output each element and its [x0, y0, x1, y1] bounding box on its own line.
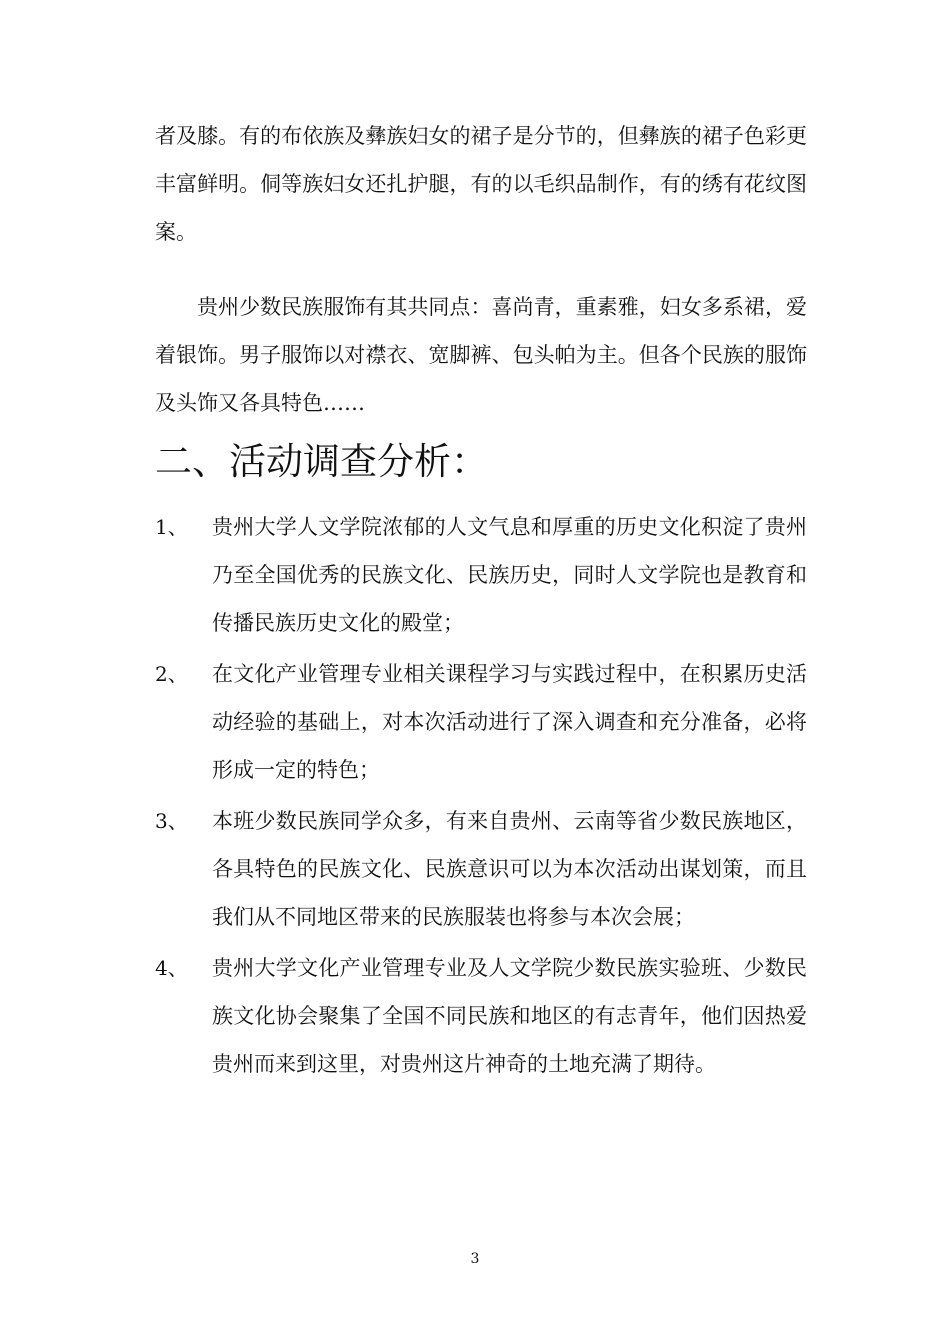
list-number: 3、 — [155, 809, 188, 833]
list-number: 4、 — [155, 956, 188, 980]
list-item — [155, 650, 807, 794]
page-number: 3 — [470, 1251, 480, 1267]
paragraph-common-features: 贵州少数民族服饰有其共同点：喜尚青，重素雅，妇女多系裙，爱着银饰。男子服饰以对襟衣、宽脚裤、包头帕为主。但各个民族的服饰及头饰又各具特色…… — [155, 295, 807, 415]
analysis-list — [155, 503, 807, 1091]
list-item — [155, 503, 807, 647]
list-item-text: 在文化产业管理专业相关课程学习与实践过程中，在积累历史活动经验的基础上，对本次活动进行了深入调查和充分准备，必将形成一定的特色； — [212, 662, 807, 782]
list-item-text: 本班少数民族同学众多，有来自贵州、云南等省少数民族地区，各具特色的民族文化、民族意识可以为本次活动出谋划策，而且我们从不同地区带来的民族服装也将参与本次会展； — [212, 809, 807, 929]
paragraph-clothing-skirts: 者及膝。有的布依族及彝族妇女的裙子是分节的，但彝族的裙子色彩更丰富鲜明。侗等族妇女还扎护腿，有的以毛织品制作，有的绣有花纹图案。 — [155, 124, 807, 244]
list-item-text: 贵州大学文化产业管理专业及人文学院少数民族实验班、少数民族文化协会聚集了全国不同民族和地区的有志青年，他们因热爱贵州而来到这里，对贵州这片神奇的土地充满了期待。 — [212, 956, 807, 1076]
list-number: 2、 — [155, 662, 188, 686]
list-item-text: 贵州大学人文学院浓郁的人文气息和厚重的历史文化积淀了贵州乃至全国优秀的民族文化、民族历史，同时人文学院也是教育和传播民族历史文化的殿堂； — [212, 515, 807, 635]
section-heading: 二、活动调查分析： — [155, 440, 488, 483]
list-item — [155, 797, 807, 941]
list-number: 1、 — [155, 515, 188, 539]
list-item — [155, 944, 807, 1088]
